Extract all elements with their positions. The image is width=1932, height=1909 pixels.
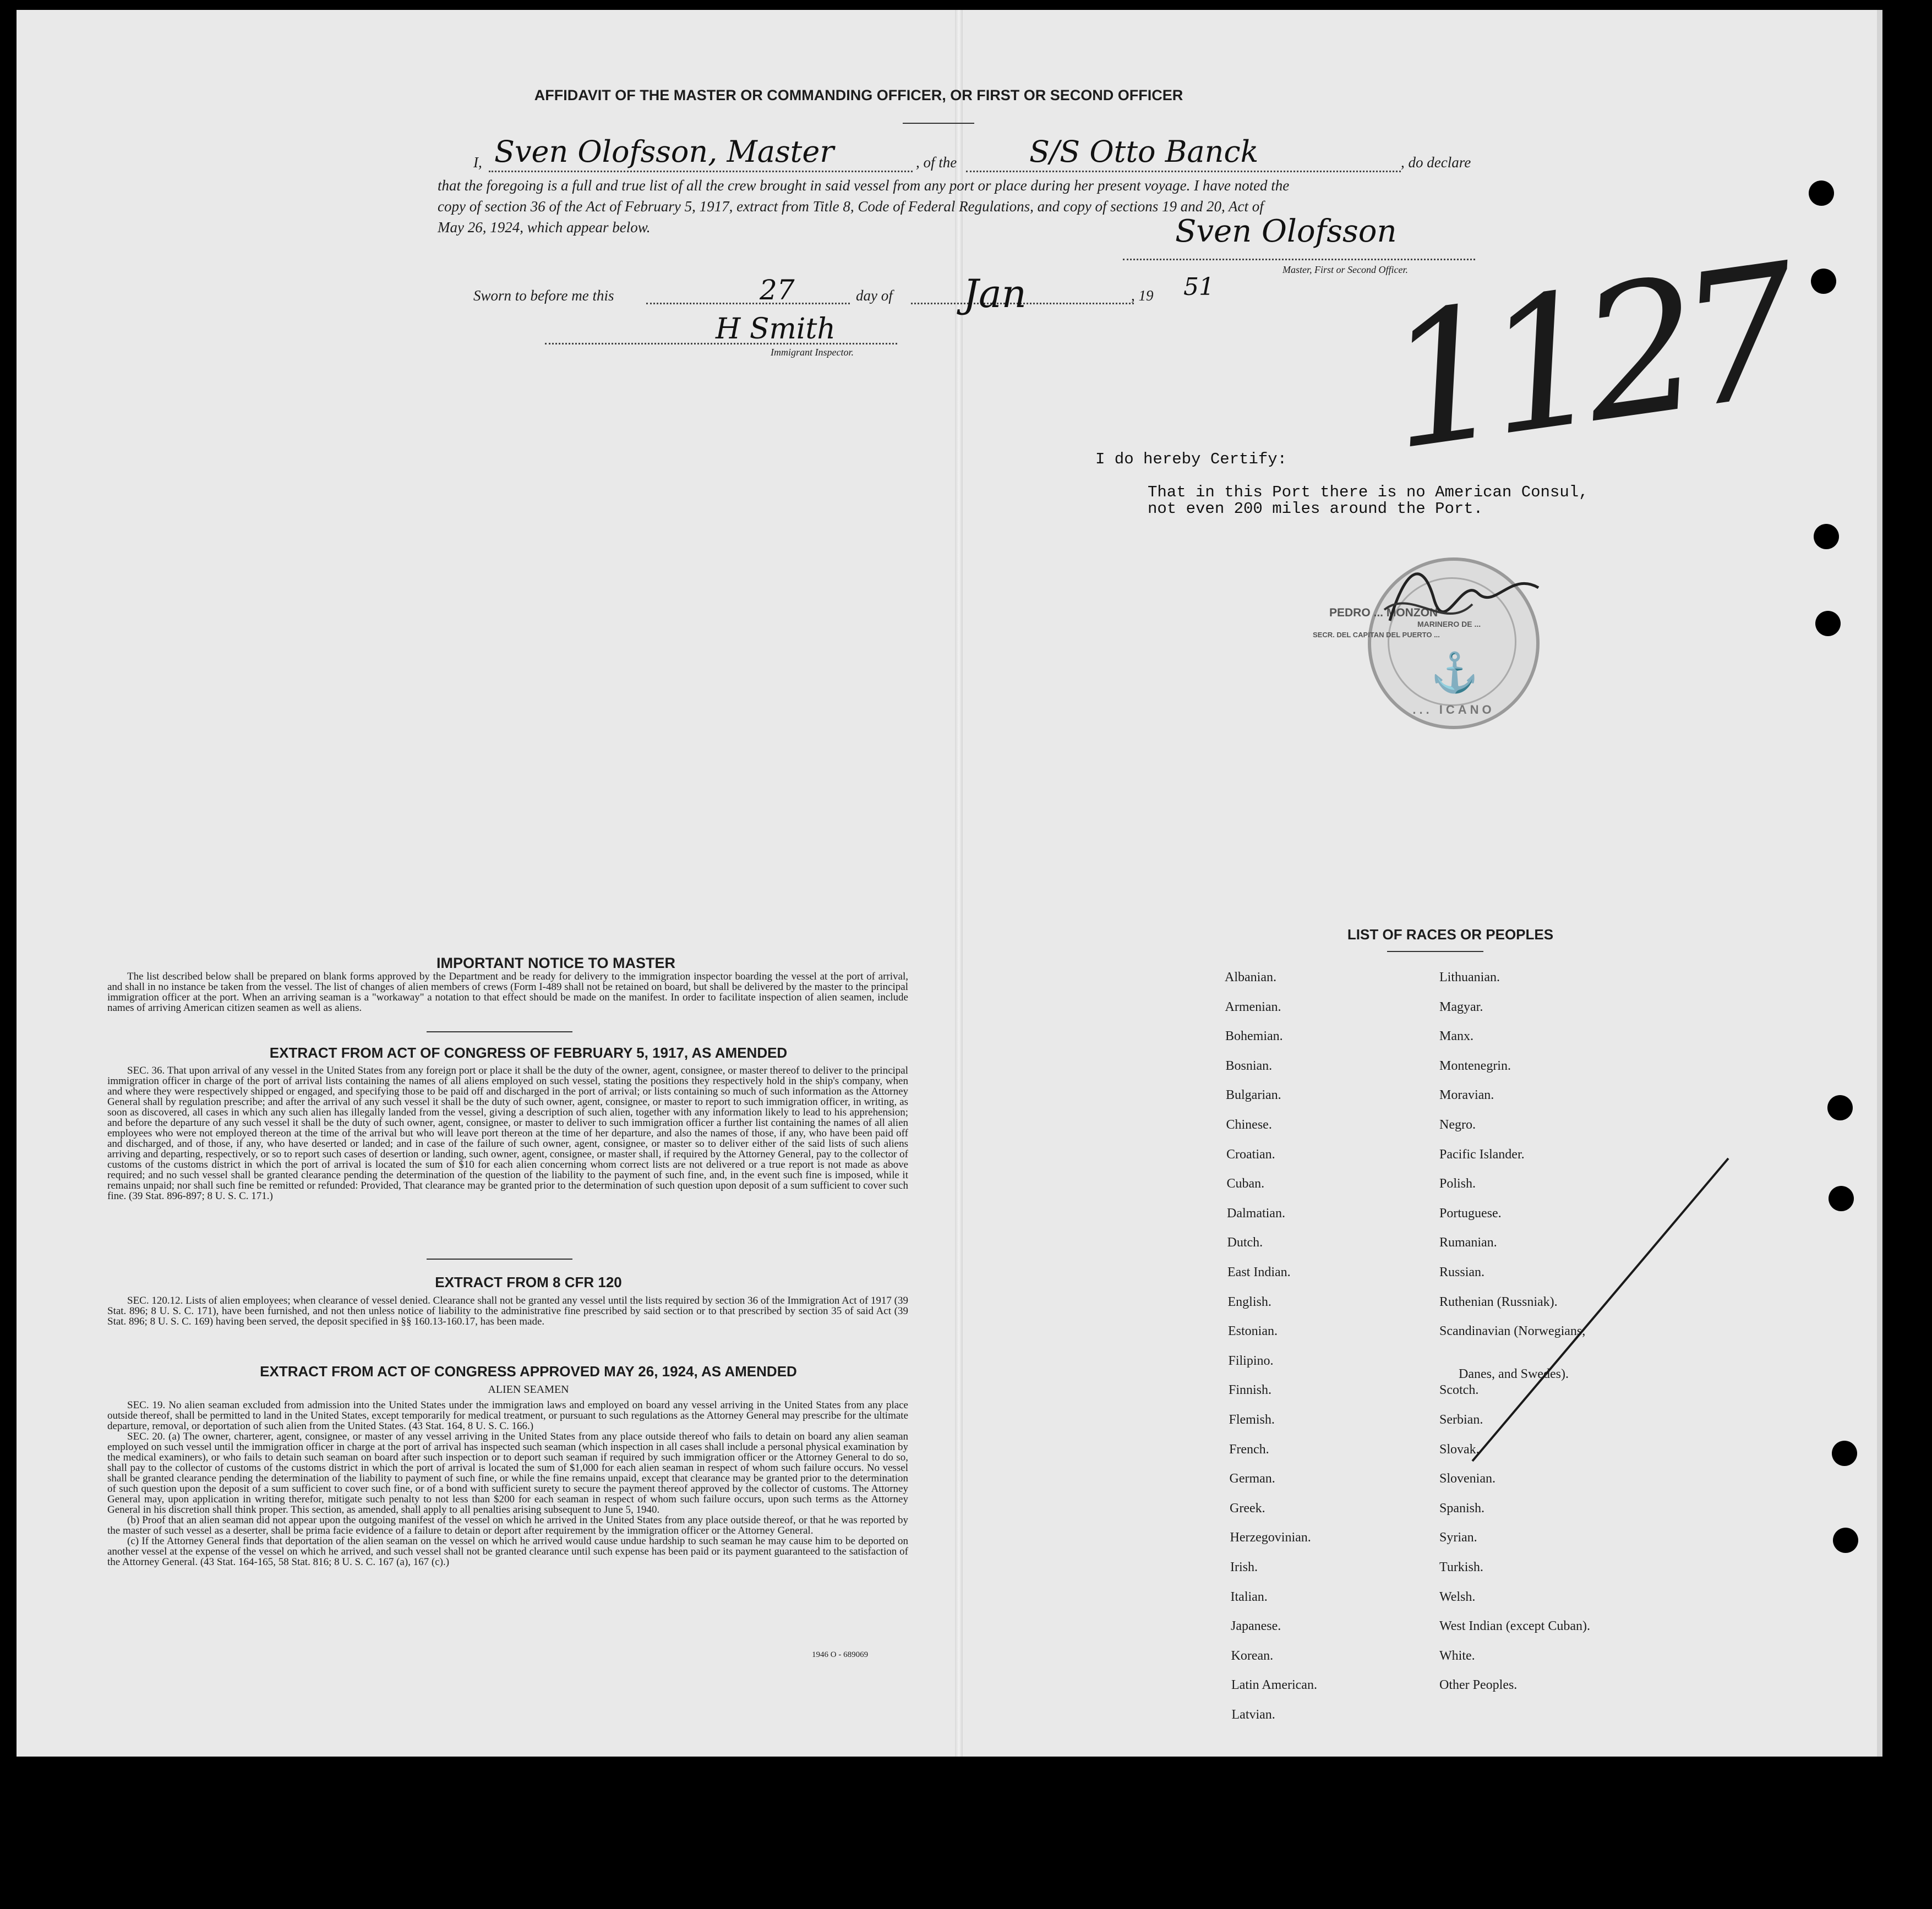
race-item: Cuban. bbox=[1226, 1177, 1265, 1191]
races-title: LIST OF RACES OR PEOPLES bbox=[1347, 926, 1554, 943]
race-item: Bulgarian. bbox=[1226, 1088, 1281, 1103]
name-line bbox=[489, 171, 913, 172]
document-page bbox=[17, 10, 1882, 1757]
race-item: Finnish. bbox=[1229, 1383, 1272, 1398]
extract-1917-text bbox=[107, 1065, 908, 1201]
race-item: English. bbox=[1227, 1294, 1271, 1309]
race-item: German. bbox=[1229, 1472, 1275, 1486]
race-item: White. bbox=[1439, 1648, 1475, 1663]
master-name-handwritten: Sven Olofsson, Master bbox=[494, 134, 834, 169]
certificate-line-1: I do hereby Certify: bbox=[1095, 450, 1287, 468]
stamp-ring-text: ... ICANO bbox=[1412, 703, 1495, 716]
stamp-line-3: SECR. DEL CAPITAN DEL PUERTO ... bbox=[1313, 631, 1440, 639]
race-item: Scandinavian (Norwegians, bbox=[1439, 1324, 1586, 1339]
race-item: Welsh. bbox=[1439, 1589, 1476, 1604]
affidavit-body-line-1: that the foregoing is a full and true list of all the crew brought in said vessel from any port or place during her present voyage. I have noted the bbox=[438, 177, 1290, 194]
margin-number-handwritten: 1127 bbox=[1374, 226, 1796, 491]
race-item: Herzegovinian. bbox=[1230, 1530, 1311, 1545]
stamp-name: PEDRO ... MONZON bbox=[1329, 606, 1438, 619]
title-rule bbox=[903, 123, 974, 124]
extract-1924-text bbox=[107, 1400, 908, 1567]
race-item: Albanian. bbox=[1225, 970, 1276, 984]
extract-1924-paragraph-1: SEC. 19. No alien seaman excluded from admission into the United States under the immigration laws and employed on board any vessel arriving in the United States from any place outside thereof, shall be permitted to land in the United States, except temporarily for medical treatment, or pursuant to such regulations as the Attorney General may prescribe for the ultimate departure, removal, or deportation of such alien from the United States. (43 Stat. 164, 8 U. S. C. 166.) bbox=[107, 1399, 908, 1432]
extract-1924-paragraph-2: SEC. 20. (a) The owner, charterer, agent, consignee, or master of any vessel arriving in the United States from any place outside thereof who fails to detain on board any alien seaman employed on such vessel until the immigration officer in charge at the port of arrival has inspected such seaman (which inspection in all cases shall include a personal physical examination by the medical examiners), or who fails to detain such seaman on board after such inspection or to deport such seaman if required by such immigration officer or the Attorney General to do so, shall pay to the collector of customs of the customs district in which the port of arrival is located the sum of $1,000 for each alien seaman in respect of whom such failure occurs. No vessel shall be granted clearance pending the determination of the liability to payment of such fine, or while the fine remains unpaid, except that clearance may be granted prior to the determination of such question upon the deposit of a sum sufficient to cover such fine, or of a bond with sufficient surety to secure the payment thereof approved by the collector of customs. The Attorney General may, upon application in writing therefor, mitigate such penalty to not less than $200 for each seaman in respect of whom such failure occurs, upon such terms as the Attorney General in his discretion shall think proper. This section, as amended, shall apply to all penalties arising subsequent to June 5, 1940. bbox=[107, 1431, 908, 1516]
year-prefix: , 19 bbox=[1131, 287, 1154, 304]
race-item: Irish. bbox=[1230, 1560, 1258, 1574]
extract-1924-title: EXTRACT FROM ACT OF CONGRESS APPROVED MAY 26, 1924, AS AMENDED bbox=[260, 1363, 797, 1380]
stamp-signature-scrawl bbox=[1373, 555, 1549, 643]
race-item: Slovak. bbox=[1439, 1442, 1480, 1457]
race-item: West Indian (except Cuban). bbox=[1439, 1619, 1590, 1634]
race-item: Japanese. bbox=[1231, 1619, 1281, 1634]
certificate-line-3: not even 200 miles around the Port. bbox=[1148, 500, 1483, 518]
inspector-signature: H Smith bbox=[716, 313, 836, 346]
page-fold bbox=[955, 10, 963, 1757]
vessel-name-handwritten: S/S Otto Banck bbox=[1029, 134, 1259, 169]
inspector-caption: Immigrant Inspector. bbox=[771, 347, 854, 358]
signature-line bbox=[1123, 259, 1475, 260]
race-item: Latvian. bbox=[1231, 1708, 1275, 1722]
day-of-label: day of bbox=[856, 287, 893, 304]
extract-cfr-title: EXTRACT FROM 8 CFR 120 bbox=[435, 1274, 622, 1290]
race-item: Danes, and Swedes). bbox=[1459, 1366, 1569, 1381]
pen-stroke bbox=[1456, 1157, 1731, 1465]
race-item: Polish. bbox=[1439, 1177, 1476, 1191]
notice-paragraph: The list described below shall be prepared on blank forms approved by the Department and be ready for delivery to the immigration inspector boarding the vessel at the port of arrival, and shall in no instance be taken from the vessel. The list of changes of alien members of crews (Form I-489 shall not be retained on board, but shall be delivered by the master to the principal immigration officer at the port. When an arriving seaman is a "workaway" a notation to that effect should be made on the manifest. In order to facilitate inspection of alien seamen, include names of arriving American citizen seamen as well as aliens. bbox=[107, 971, 908, 1014]
race-item: Bosnian. bbox=[1225, 1058, 1273, 1073]
race-item: Dutch. bbox=[1227, 1235, 1263, 1250]
race-item: Pacific Islander. bbox=[1439, 1147, 1525, 1162]
race-item: Rumanian. bbox=[1439, 1235, 1497, 1250]
race-item: Serbian. bbox=[1439, 1413, 1483, 1427]
affidavit-title: AFFIDAVIT OF THE MASTER OR COMMANDING OFFICER, OR FIRST OR SECOND OFFICER bbox=[534, 87, 1183, 103]
race-item: Slovenian. bbox=[1439, 1472, 1496, 1486]
race-item: Latin American. bbox=[1231, 1678, 1317, 1693]
extract-1924-paragraph-3: (b) Proof that an alien seaman did not appear upon the outgoing manifest of the vessel on which he arrived in the United States from any place outside thereof, or that he was reported by the master of such vessel as a deserter, shall be prima facie evidence of a failure to detain or deport after requirement by the immigration officer or the Attorney General. bbox=[107, 1514, 908, 1536]
race-item: Korean. bbox=[1231, 1648, 1274, 1663]
master-signature: Sven Olofsson bbox=[1175, 214, 1397, 249]
stamp-line-2: MARINERO DE ... bbox=[1417, 620, 1481, 628]
certificate-line-2: That in this Port there is no American Consul, bbox=[1148, 483, 1589, 501]
race-item: Scotch. bbox=[1439, 1383, 1479, 1398]
punch-hole-3 bbox=[1814, 524, 1839, 549]
race-item: East Indian. bbox=[1227, 1265, 1291, 1279]
do-declare-label: , do declare bbox=[1401, 154, 1471, 171]
punch-hole-5 bbox=[1827, 1095, 1853, 1120]
extract-cfr-text bbox=[107, 1295, 908, 1327]
race-item: French. bbox=[1229, 1442, 1269, 1457]
race-item: Turkish. bbox=[1439, 1560, 1483, 1574]
extract-1917-title: EXTRACT FROM ACT OF CONGRESS OF FEBRUARY 5, 1917, AS AMENDED bbox=[269, 1044, 788, 1061]
race-item: Montenegrin. bbox=[1439, 1058, 1511, 1073]
inspector-line bbox=[545, 343, 897, 344]
race-item: Negro. bbox=[1439, 1118, 1476, 1132]
race-item: Spanish. bbox=[1439, 1501, 1485, 1516]
race-item: Lithuanian. bbox=[1439, 970, 1500, 984]
punch-hole-6 bbox=[1829, 1186, 1854, 1211]
day-line bbox=[646, 303, 850, 304]
race-item: Bohemian. bbox=[1225, 1029, 1283, 1044]
race-item: Ruthenian (Russniak). bbox=[1439, 1294, 1558, 1309]
race-item: Flemish. bbox=[1229, 1413, 1275, 1427]
signature-caption: Master, First or Second Officer. bbox=[1282, 264, 1408, 275]
vessel-line bbox=[966, 171, 1401, 172]
extract-1924-paragraph-4: (c) If the Attorney General finds that deportation of the alien seaman on the vessel on which he arrived would cause undue hardship to such seaman he may cause him to be deported on another vessel at the expense of the vessel on which he arrived, and such vessel shall not be granted clearance until such expense has been paid or its payment guaranteed to the satisfaction of the Attorney General. (43 Stat. 164-165, 58 Stat. 816; 8 U. S. C. 167 (a), 167 (c).) bbox=[107, 1535, 908, 1568]
race-item: Portuguese. bbox=[1439, 1206, 1502, 1221]
month-handwritten: Jan bbox=[963, 271, 1027, 316]
print-code: 1946 O - 689069 bbox=[812, 1650, 869, 1659]
of-the-label: , of the bbox=[916, 154, 957, 171]
notice-title: IMPORTANT NOTICE TO MASTER bbox=[436, 955, 675, 971]
anchor-icon: ⚓ bbox=[1431, 652, 1479, 694]
race-item: Armenian. bbox=[1225, 999, 1281, 1014]
race-item: Syrian. bbox=[1439, 1530, 1477, 1545]
race-item: Estonian. bbox=[1228, 1324, 1278, 1339]
race-item: Russian. bbox=[1439, 1265, 1485, 1279]
race-item: Italian. bbox=[1230, 1589, 1268, 1604]
races-rule bbox=[1387, 951, 1483, 952]
race-item: Chinese. bbox=[1226, 1118, 1272, 1132]
race-item: Greek. bbox=[1230, 1501, 1265, 1516]
extract-1917-paragraph: SEC. 36. That upon arrival of any vessel in the United States from any foreign port or place it shall be the duty of the owner, agent, consignee, or master thereof to deliver to the principal immigration officer in charge of the port of arrival lists containing the names of all aliens employed on such vessel, stating the positions they respectively hold in the ship's company, when and where they were respectively shipped or engaged, and specifying those to be paid off and discharged in the port of arrival; or lists containing so much of such information as the Attorney General shall by regulation prescribe; and after the arrival of any such vessel it shall be the duty of such owner, agent, consignee, or master to report to such immigration officer, in writing, as soon as discovered, all cases in which any such alien has illegally landed from the vessel, giving a description of such alien, together with any information likely to lead to his apprehension; and before the departure of any such vessel it shall be the duty of such owner, agent, consignee, or master to deliver to such immigration officer a further list containing the names of all alien employees who were not employed thereon at the time of the arrival but who will leave port thereon at the time of her departure, and also the names of those, if any, who have been paid off and discharged, and of those, if any, who have deserted or landed; and in case of the failure of such owner, agent, consignee, or master so to deliver either of the said lists of such aliens arriving and departing, respectively, or so to report such cases of desertion or landing, such owner, agent, consignee, or master shall, if required by the Attorney General, pay to the collector of customs of the customs district in which the port of arrival is located the sum of $10 for each alien concerning whom correct lists are not delivered or a true report is not made as above required; and no such vessel shall be granted clearance pending the determination of the question of the liability to the payment of such fine, and, in the event such fine is imposed, while it remains unpaid; nor shall such fine be remitted or refunded: Provided, That clearance may be granted prior to the determination of such question upon deposit of a sum sufficient to cover such fine. (39 Stat. 896-897; 8 U. S. C. 171.) bbox=[107, 1065, 908, 1202]
race-item: Dalmatian. bbox=[1227, 1206, 1285, 1221]
affidavit-body-line-2: copy of section 36 of the Act of February 5, 1917, extract from Title 8, Code of Federal Regulations, and copy of sections 19 and 20, Act of bbox=[438, 198, 1264, 215]
affidavit-i: I, bbox=[473, 154, 482, 171]
punch-hole-2 bbox=[1811, 269, 1836, 294]
punch-hole-1 bbox=[1809, 180, 1834, 206]
affidavit-body-line-3: May 26, 1924, which appear below. bbox=[438, 219, 651, 236]
extract-cfr-paragraph: SEC. 120.12. Lists of alien employees; when clearance of vessel denied. Clearance shall not be granted any vessel until the lists required by section 36 of the Immigration Act of 1917 (39 Stat. 896; 8 U. S. C. 171), have been furnished, and not then unless notice of liability to the administrative fine prescribed by said section or to that prescribed by section 35 of said Act (39 Stat. 896; 8 U. S. C. 169) having been served, the deposit specified in §§ 160.13-160.17, has been made. bbox=[107, 1295, 908, 1327]
race-item: Manx. bbox=[1439, 1029, 1473, 1044]
race-item: Moravian. bbox=[1439, 1088, 1494, 1103]
year-handwritten: 51 bbox=[1183, 273, 1214, 301]
punch-hole-7 bbox=[1832, 1441, 1857, 1466]
race-item: Other Peoples. bbox=[1439, 1678, 1518, 1693]
extract-1917-rule bbox=[427, 1259, 572, 1260]
notice-rule bbox=[427, 1031, 572, 1032]
race-item: Filipino. bbox=[1228, 1353, 1274, 1368]
race-item: Croatian. bbox=[1226, 1147, 1275, 1162]
punch-hole-8 bbox=[1833, 1528, 1858, 1553]
day-handwritten: 27 bbox=[760, 274, 795, 306]
sworn-label: Sworn to before me this bbox=[473, 287, 614, 304]
race-item: Magyar. bbox=[1439, 999, 1483, 1014]
punch-hole-4 bbox=[1815, 611, 1841, 636]
extract-1924-subtitle: ALIEN SEAMEN bbox=[488, 1383, 569, 1396]
notice-text bbox=[107, 971, 908, 1013]
